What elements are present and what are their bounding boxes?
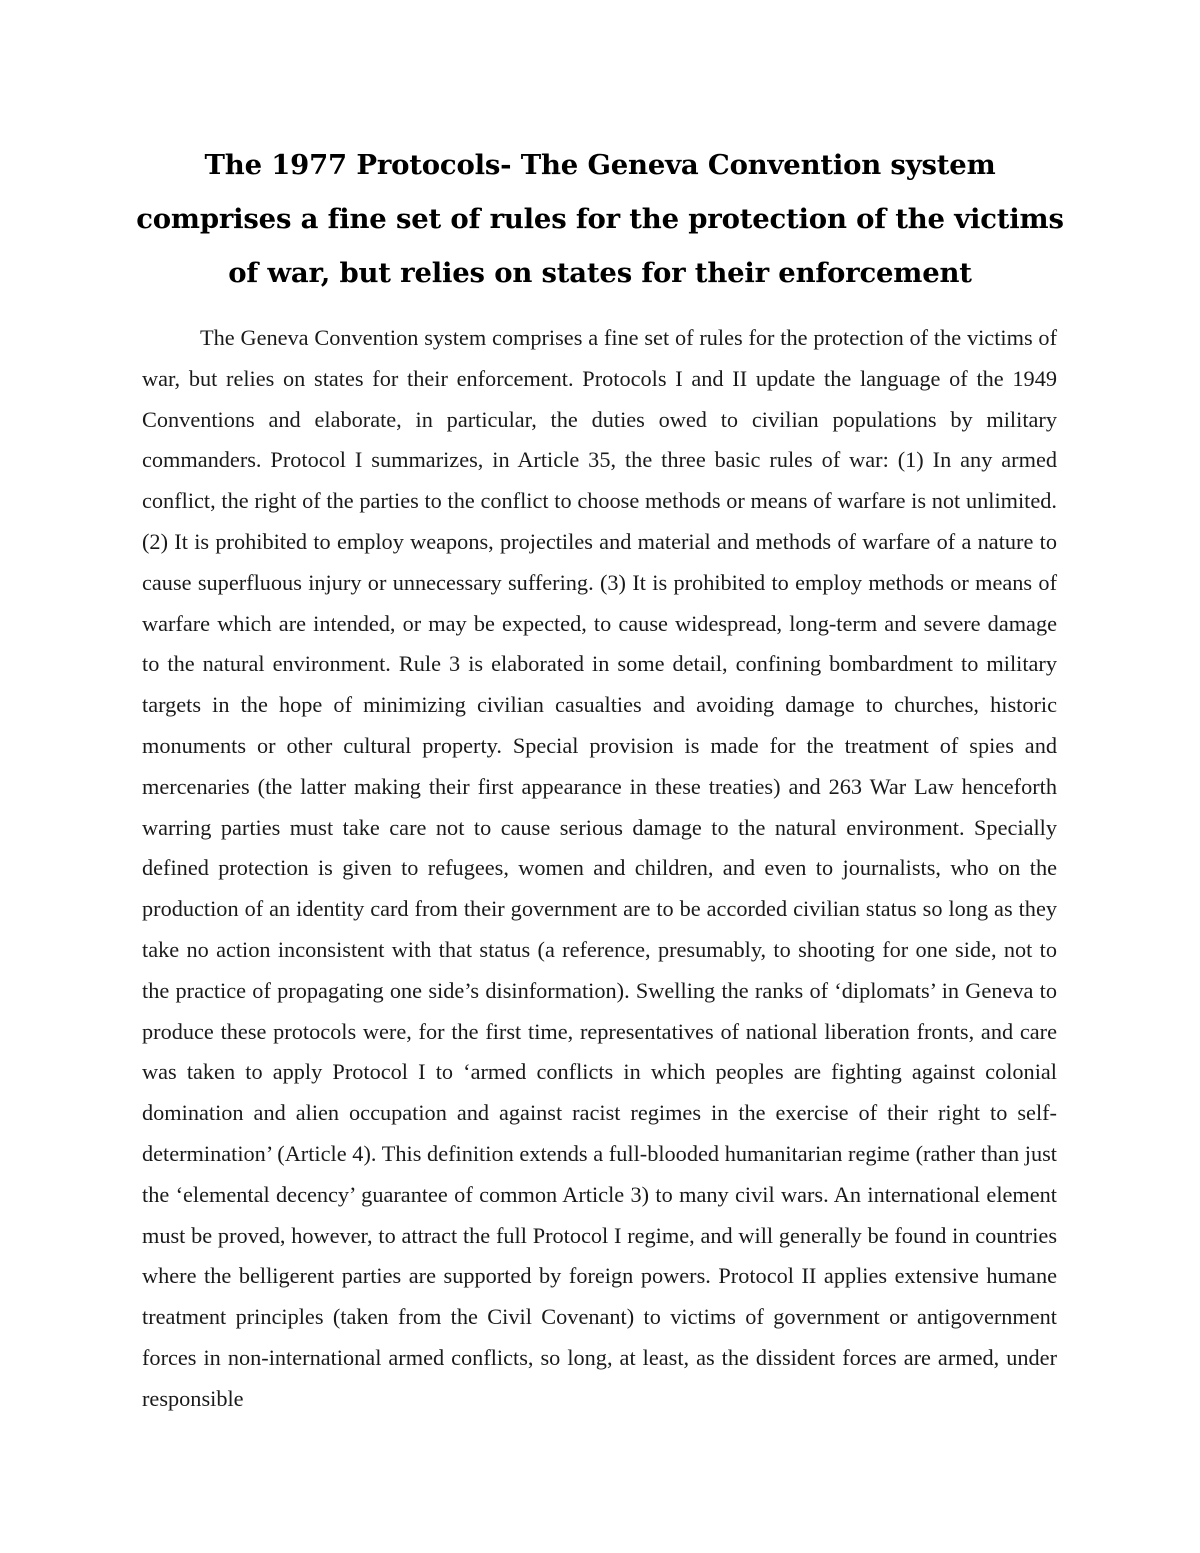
body-paragraph: The Geneva Convention system comprises a fine set of rules for the protection of the victims of war, but relies on states for their enforcement. Protocols I and II update the language of the 1949 Conventions and elaborate, in particular, the duties owed to civilian populations by military commanders. Protocol I summarizes, in Article 35, the three basic rules of war: (1) In any armed conflict, the right of the parties to the conflict to choose methods or means of warfare is not unlimited. (2) It is prohibited to employ weapons, projectiles and material and methods of warfare of a nature to cause superfluous injury or unnecessary suffering. (3) It is prohibited to employ methods or means of warfare which are intended, or may be expected, to cause widespread, long-term and severe damage to the natural environment. Rule 3 is elaborated in some detail, confining bombardment to military targets in the hope of minimizing civilian casualties and avoiding damage to churches, historic monuments or other cultural property. Special provision is made for the treatment of spies and mercenaries (the latter making their first appearance in these treaties) and 263 War Law henceforth warring parties must take care not to cause serious damage to the natural environment. Specially defined protection is given to refugees, women and children, and even to journalists, who on the production of an identity card from their government are to be accorded civilian status so long as they take no action inconsistent with that status (a reference, presumably, to shooting for one side, not to the practice of propagating one side’s disinformation). Swelling the ranks of ‘diplomats’ in Geneva to produce these protocols were, for the first time, representatives of national liberation fronts, and care was taken to apply Protocol I to ‘armed conflicts in which peoples are fighting against colonial domination and alien occupation and against racist regimes in the exercise of their right to self-determination’ (Article 4). This definition extends a full-blooded humanitarian regime (rather than just the ‘elemental decency’ guarantee of common Article 3) to many civil wars. An international element must be proved, however, to attract the full Protocol I regime, and will generally be found in countries where the belligerent parties are supported by foreign powers. Protocol II applies extensive humane treatment principles (taken from the Civil Covenant) to victims of government or antigovernment forces in non-international armed conflicts, so long, at least, as the dissident forces are armed, under responsible [142, 325, 1057, 1411]
document-title: The 1977 Protocols- The Geneva Convention system comprises a fine set of rules for the protection of the victims of war, but relies on states for their enforcement [136, 149, 1064, 289]
